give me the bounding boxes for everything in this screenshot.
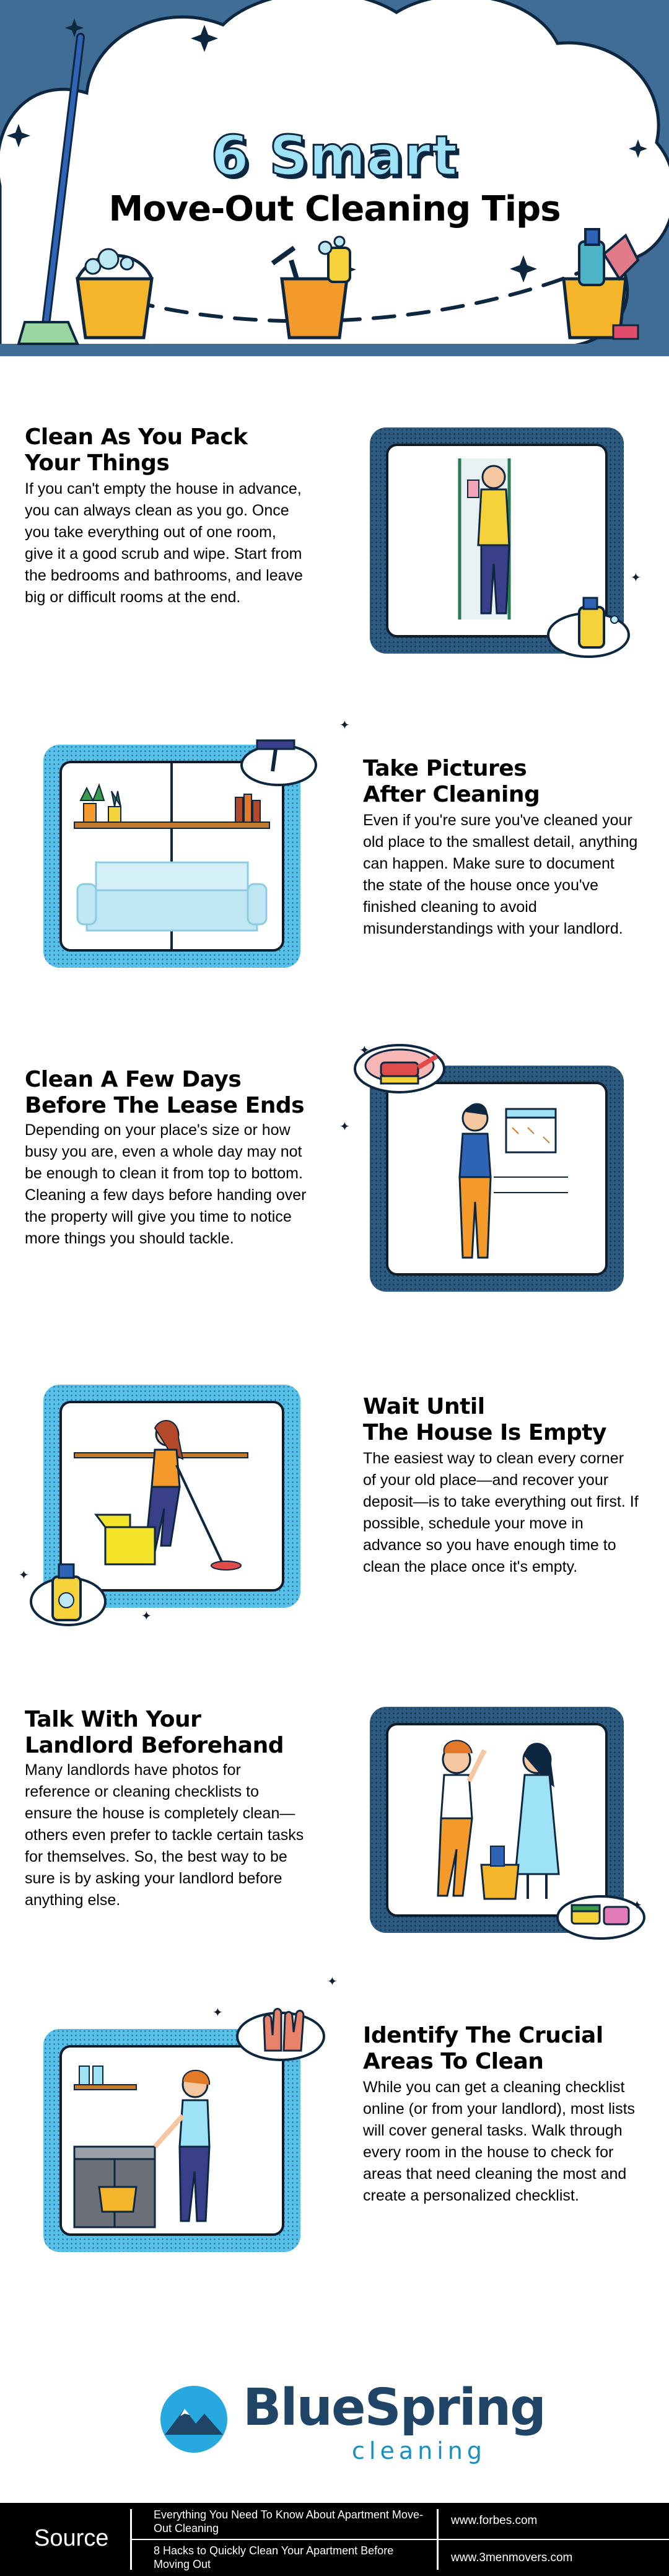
tip-4-title — [363, 1394, 606, 1446]
sparkle-icon: ✦ — [339, 717, 350, 732]
source-title: Everything You Need To Know About Apartment Move-Out Cleaning — [154, 2508, 423, 2534]
tip-4-title-line1: Wait Until — [363, 1394, 485, 1419]
source-url[interactable]: www.forbes.com — [451, 2514, 538, 2527]
tip-3-title — [25, 1067, 304, 1119]
source-label: Source — [34, 2525, 109, 2551]
tip-1-title-line1: Clean As You Pack — [25, 424, 248, 450]
sources-footer — [0, 2503, 669, 2576]
sparkle-icon: ✦ — [631, 570, 641, 585]
tip-2-title-line1: Take Pictures — [363, 756, 527, 781]
divider — [131, 2539, 669, 2540]
source-title: 8 Hacks to Quickly Clean Your Apartment Before Moving Out — [154, 2544, 394, 2570]
tip-3-body: Depending on your place's size or how busy you are, even a whole day may not be enough to clean it from top to bottom. Cleaning a few days before handing over the property will give you time to notice more things you should tackle. — [25, 1121, 307, 1247]
tip-4-body: The easiest way to clean every corner of your old place—and recover your deposit—is to take everything out first. If possible, schedule your move in advance so you have enough time to clean the place once it's empty. — [363, 1450, 639, 1575]
tip-4-title-line2: The House Is Empty — [363, 1420, 606, 1445]
sponge-icon — [554, 1886, 647, 1942]
tip-2-title — [363, 756, 540, 808]
tip-2-body: Even if you're sure you've cleaned your old place to the smallest detail, anything can happen. Make sure to document the state of the house once you've finished cleaning to avoid misunderstandings with your landlord. — [363, 812, 638, 937]
brush-icon — [350, 1032, 449, 1100]
spray-bottle-icon — [28, 1552, 108, 1632]
tip-2-title-line2: After Cleaning — [363, 782, 540, 807]
bucket-icon — [77, 249, 152, 338]
header-banner — [0, 0, 669, 356]
sparkle-icon: ✦ — [212, 2005, 223, 2020]
tip-5-title-line2: Landlord Beforehand — [25, 1733, 284, 1758]
spray-bottle-icon — [545, 592, 644, 660]
gloves-icon — [234, 1998, 327, 2066]
tip-6-title — [363, 2023, 603, 2075]
source-url[interactable]: www.3menmovers.com — [451, 2551, 573, 2564]
tip-6-body: While you can get a cleaning checklist online (or from your landlord), most lists will cover general tasks. Walk through every room in the house to check for areas that need cleaning the most and create a personalized checklist. — [363, 2079, 636, 2204]
tip-5-title — [25, 1707, 284, 1759]
tip-6-title-line2: Areas To Clean — [363, 2049, 544, 2074]
sparkle-icon: ✦ — [19, 1567, 29, 1582]
tip-1-body: If you can't empty the house in advance, you can always clean as you go. Once you take everything out of one room, give it a good scrub and wipe. Start from the bedrooms and bathrooms, and leave big or difficult rooms at the end. — [25, 480, 303, 606]
page-title: 6 Smart — [211, 124, 458, 188]
tip-6-title-line1: Identify The Crucial — [363, 2023, 603, 2048]
sparkle-icon: ✦ — [632, 1898, 642, 1912]
logo-wordmark: BlueSpring — [243, 2378, 545, 2437]
tip-3-title-line2: Before The Lease Ends — [25, 1093, 305, 1118]
sparkle-icon: ✦ — [327, 1974, 338, 1989]
sparkle-icon: ✦ — [339, 1119, 350, 1134]
squeegee-icon — [238, 728, 319, 790]
tip-5-body: Many landlords have photos for reference or cleaning checklists to ensure the house is completely clean—others even prefer to tackle certain tasks for themselves. So, the best way to be sure is by asking your landlord before anything else. — [25, 1761, 304, 1909]
sparkle-icon: ✦ — [359, 1043, 370, 1058]
page-subtitle: Move-Out Cleaning Tips — [108, 189, 561, 229]
logo-tagline: cleaning — [352, 2437, 486, 2464]
tip-3-title-line1: Clean A Few Days — [25, 1067, 242, 1092]
bluespring-logo-icon — [160, 2385, 228, 2453]
sparkle-icon: ✦ — [141, 1608, 152, 1623]
tip-5-title-line1: Talk With Your — [25, 1707, 201, 1732]
tip-1-title — [25, 424, 248, 476]
tip-1-title-line2: Your Things — [25, 450, 170, 476]
